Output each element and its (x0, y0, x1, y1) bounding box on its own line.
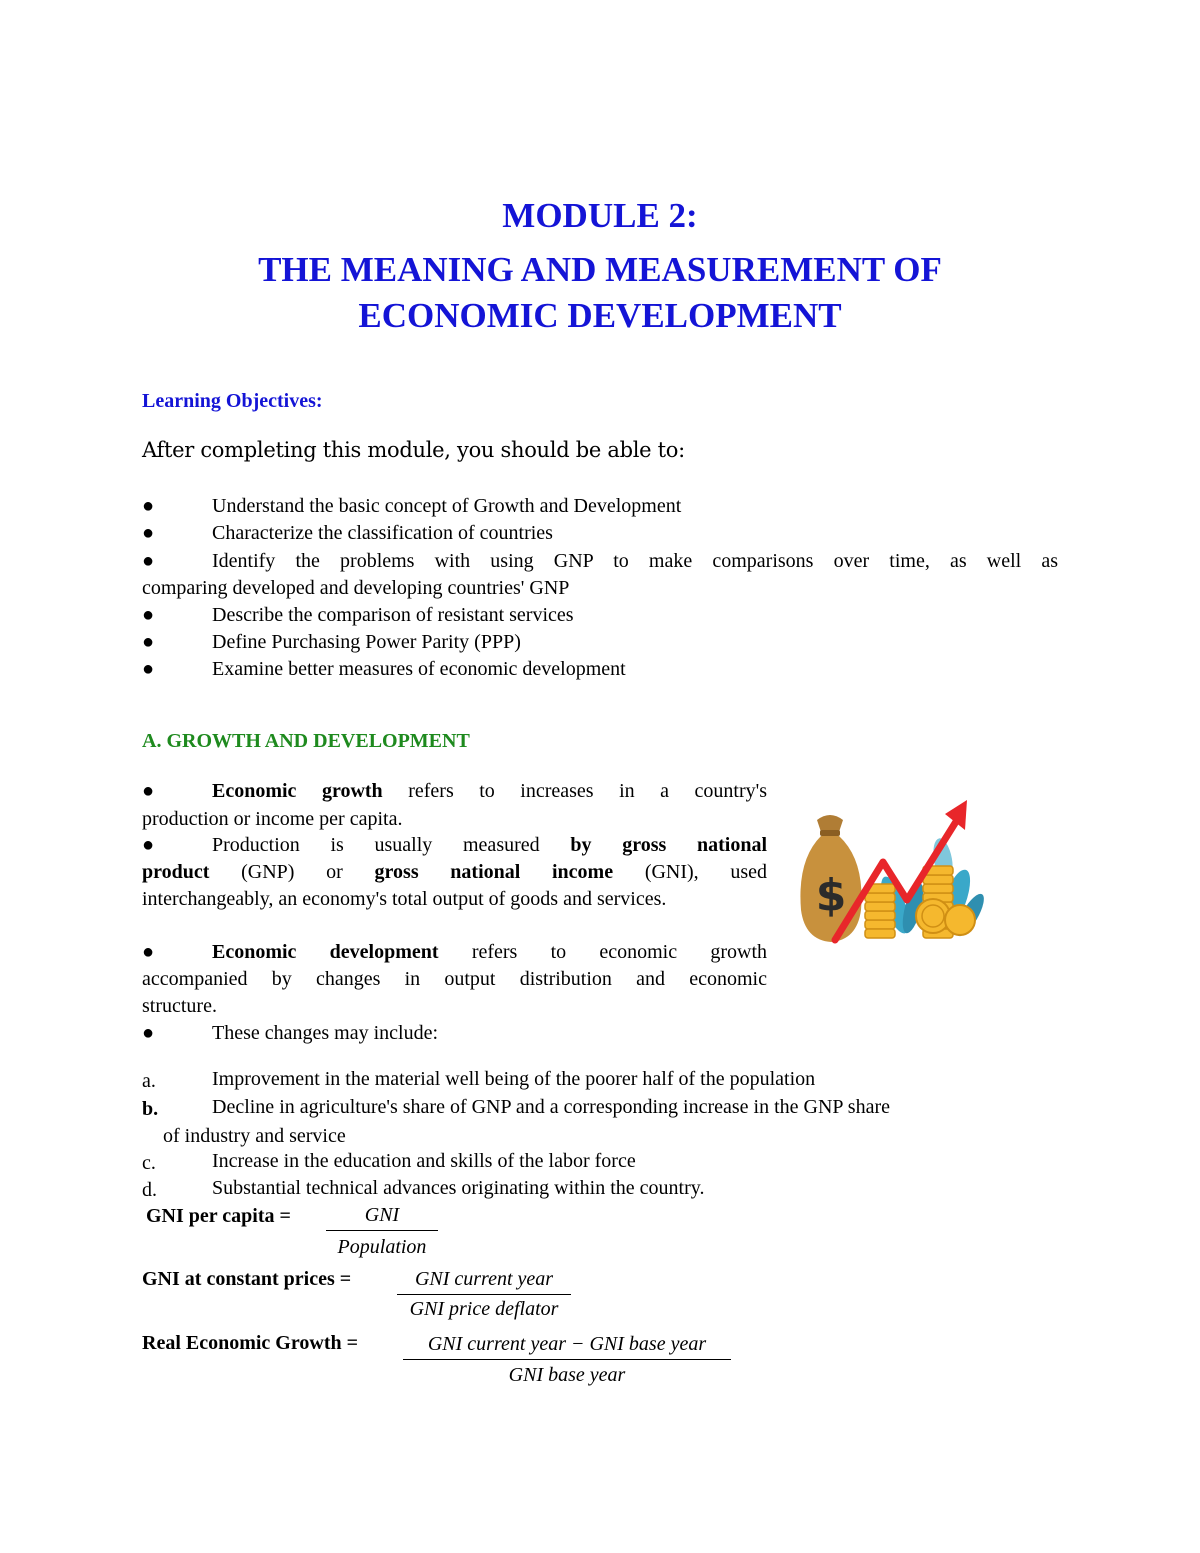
growth-definition-text: refers to increases in a country's (408, 780, 768, 802)
term-gross-national: gross national (622, 834, 768, 856)
development-line2: accompanied by changes in output distribution and economic (142, 968, 767, 990)
term-product: product (142, 861, 210, 883)
formula-label: GNI per capita = (146, 1205, 291, 1227)
development-line3: structure. (142, 995, 217, 1017)
objective-item: Describe the comparison of resistant services (212, 604, 574, 626)
bullet-icon: ● (142, 522, 155, 544)
module-subtitle-line1: THE MEANING AND MEASUREMENT OF (258, 250, 942, 289)
production-line3: interchangeably, an economy's total output of goods and services. (142, 888, 667, 910)
list-item: Substantial technical advances originating within the country. (212, 1177, 705, 1199)
bullet-icon: ● (142, 495, 155, 517)
gnp-text: (GNP) or (241, 861, 343, 883)
production-by: by (570, 834, 592, 856)
money-bag-icon (800, 815, 861, 942)
bullet-icon: ● (142, 550, 155, 572)
objective-item-continuation: comparing developed and developing countries' GNP (142, 577, 570, 599)
list-letter: d. (142, 1179, 157, 1201)
objective-item: Identify the problems with using GNP to make comparisons over time, as well as (212, 550, 1058, 572)
bullet-icon: ● (142, 941, 155, 963)
money-bag-growth-icon (795, 790, 985, 955)
formula-label: GNI at constant prices = (142, 1268, 352, 1290)
module-subtitle-line2: ECONOMIC DEVELOPMENT (358, 296, 842, 335)
learning-objectives-heading: Learning Objectives: (142, 390, 323, 412)
formula-numerator: GNI current year − GNI base year (427, 1333, 707, 1355)
objective-item: Understand the basic concept of Growth and Development (212, 495, 682, 517)
fraction-bar (326, 1230, 438, 1231)
growth-definition-line1 (212, 780, 767, 803)
term-gross-national-income: gross national income (374, 861, 614, 883)
term-economic-growth: Economic growth (212, 780, 383, 802)
objective-item: Define Purchasing Power Parity (PPP) (212, 631, 521, 653)
growth-definition-line2: production or income per capita. (142, 808, 403, 830)
objective-item: Characterize the classification of countries (212, 522, 553, 544)
formula-denominator: GNI price deflator (409, 1298, 559, 1320)
list-item: Improvement in the material well being of the poorer half of the population (212, 1068, 816, 1090)
bullet-icon: ● (142, 1022, 155, 1044)
production-line1 (212, 834, 767, 857)
formula-label: Real Economic Growth = (142, 1332, 359, 1354)
bullet-icon: ● (142, 631, 155, 653)
fraction-bar (403, 1359, 731, 1360)
list-item: Increase in the education and skills of the labor force (212, 1150, 636, 1172)
module-title: MODULE 2: (502, 196, 698, 235)
svg-text:$: $ (815, 870, 847, 921)
section-a-heading: A. GROWTH AND DEVELOPMENT (142, 730, 470, 752)
changes-intro: These changes may include: (212, 1022, 439, 1044)
development-text: refers to economic growth (471, 941, 768, 963)
formula-numerator: GNI (364, 1204, 400, 1226)
bullet-icon: ● (142, 780, 155, 802)
fraction-bar (397, 1294, 571, 1295)
bullet-icon: ● (142, 834, 155, 856)
bullet-icon: ● (142, 658, 155, 680)
list-letter: c. (142, 1152, 156, 1174)
objective-item: Examine better measures of economic development (212, 658, 626, 680)
bullet-icon: ● (142, 604, 155, 626)
formula-denominator: GNI base year (508, 1364, 626, 1386)
list-letter: a. (142, 1070, 156, 1092)
gni-text: (GNI), used (644, 861, 768, 883)
list-item-continuation: of industry and service (163, 1125, 346, 1147)
formula-denominator: Population (337, 1236, 427, 1258)
production-text: Production is usually measured (212, 834, 540, 856)
term-economic-development: Economic development (212, 941, 439, 963)
list-item: Decline in agriculture's share of GNP and a corresponding increase in the GNP share (212, 1096, 891, 1118)
development-line1 (212, 941, 767, 964)
production-line2 (142, 861, 767, 884)
list-letter: b. (142, 1098, 159, 1120)
formula-numerator: GNI current year (414, 1268, 554, 1290)
objectives-intro: After completing this module, you should be able to: (142, 438, 685, 462)
